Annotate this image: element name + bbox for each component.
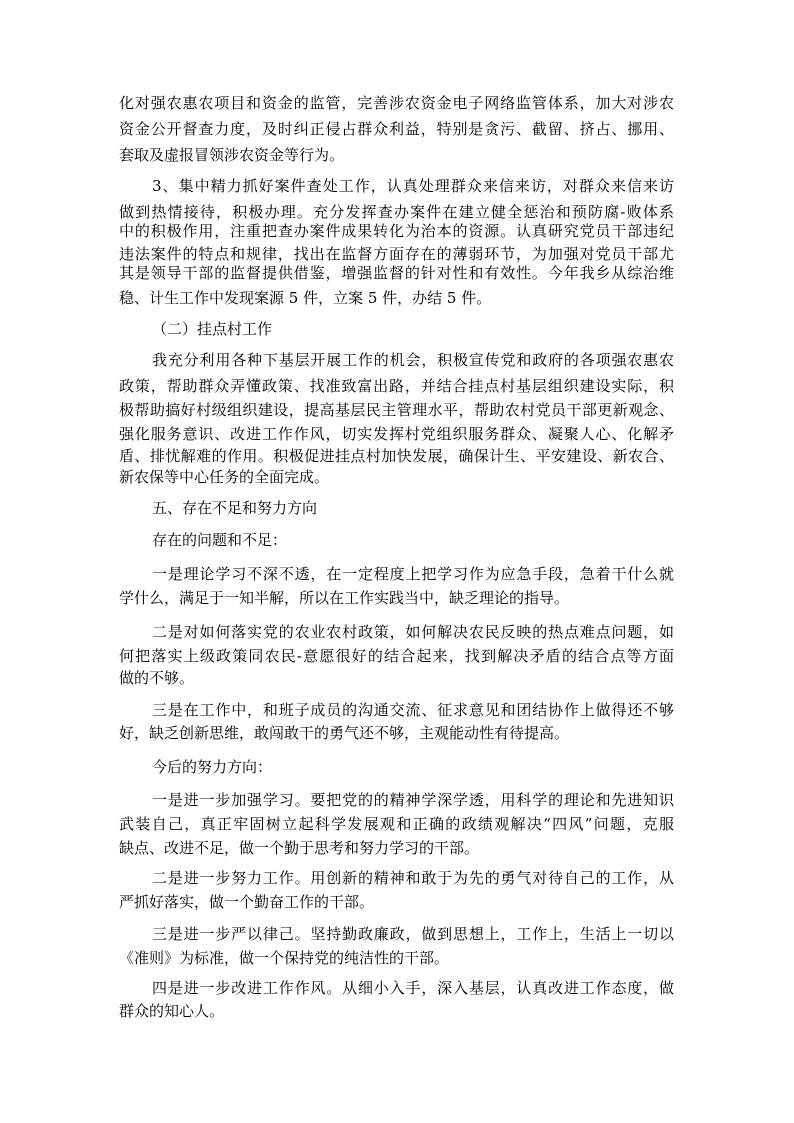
text-line: 其是领导干部的监督提供借鉴，增强监督的针对性和有效性。今年我乡从综治维 bbox=[119, 264, 674, 282]
text-line: 化对强农惠农项目和资金的监管，完善涉农资金电子网络监管体系，加大对涉农 bbox=[119, 94, 674, 112]
text-line: 群众的知心人。 bbox=[119, 1002, 225, 1020]
text-line: 何把落实上级政策同农民-意愿很好的结合起来，找到解决矛盾的结合点等方面 bbox=[119, 647, 674, 665]
heading-text: 今后的努力方向： bbox=[152, 758, 273, 776]
text-line: 二是对如何落实党的农业农村政策，如何解决农民反映的热点难点问题，如 bbox=[152, 623, 674, 641]
text-line: 中的积极作用，注重把查办案件成果转化为治本的资源。认真研究党员干部违纪 bbox=[119, 222, 674, 240]
text-line: 三是在工作中，和班子成员的沟通交流、征求意见和团结协作上做得还不够 bbox=[152, 701, 674, 719]
text-line: 学什么，满足于一知半解，所以在工作实践当中，缺乏理论的指导。 bbox=[119, 589, 570, 607]
text-line: 四是进一步改进工作作风。从细小入手，深入基层，认真改进工作态度，做 bbox=[152, 979, 674, 997]
text-line: 做的不够。 bbox=[119, 669, 195, 687]
text-line: 武装自己，真正牢固树立起科学发展观和正确的政绩观解决“四风”问题，克服 bbox=[119, 815, 674, 833]
heading-text: 五、存在不足和努力方向 bbox=[152, 499, 318, 517]
text-line: 三是进一步严以律己。坚持勤政廉政，做到思想上，工作上，生活上一切以 bbox=[152, 925, 674, 943]
heading-text: 存在的问题和不足： bbox=[152, 531, 288, 549]
text-line: 缺点、改进不足，做一个勤于思考和努力学习的干部。 bbox=[119, 839, 480, 857]
text-line: 套取及虚报冒领涉农资金等行为。 bbox=[119, 146, 345, 164]
text-line: 稳、计生工作中发现案源 5 件，立案 5 件，办结 5 件。 bbox=[119, 289, 492, 307]
text-line: 一是理论学习不深不透，在一定程度上把学习作为应急手段，急着干什么就 bbox=[152, 565, 674, 583]
text-line: 盾、排忧解难的作用。积极促进挂点村加快发展，确保计生、平安建设、新农合、 bbox=[119, 447, 674, 465]
text-line: 政策，帮助群众弄懂政策、找准致富出路，并结合挂点村基层组织建设实际，积 bbox=[119, 377, 674, 395]
text-line: 做到热情接待，积极办理。充分发挥查办案件在建立健全惩治和预防腐-败体系 bbox=[119, 203, 674, 221]
text-line: 3、集中精力抓好案件查处工作，认真处理群众来信来访，对群众来信来访 bbox=[152, 177, 674, 195]
text-line: 强化服务意识、改进工作作风，切实发挥村党组织服务群众、凝聚人心、化解矛 bbox=[119, 425, 674, 443]
text-line: 资金公开督查力度，及时纠正侵占群众利益，特别是贪污、截留、挤占、挪用、 bbox=[119, 120, 674, 138]
text-line: 我充分利用各种下基层开展工作的机会，积极宣传党和政府的各项强农惠农 bbox=[152, 351, 674, 369]
text-line: 极帮助搞好村级组织建设，提高基层民主管理水平，帮助农村党员干部更新观念、 bbox=[119, 401, 674, 419]
text-line: 好，缺乏创新思维，敢闯敢干的勇气还不够，主观能动性有待提高。 bbox=[119, 724, 570, 742]
text-line: 二是进一步努力工作。用创新的精神和敢于为先的勇气对待自己的工作，从 bbox=[152, 869, 674, 887]
text-line: 一是进一步加强学习。要把党的的精神学深学透，用科学的理论和先进知识 bbox=[152, 791, 674, 809]
heading-text: （二）挂点村工作 bbox=[152, 320, 273, 338]
text-line: 严抓好落实，做一个勤奋工作的干部。 bbox=[119, 893, 375, 911]
text-line: 违法案件的特点和规律，找出在监督方面存在的薄弱环节，为加强对党员干部尤 bbox=[119, 245, 674, 263]
text-line: 新农保等中心任务的全面完成。 bbox=[119, 468, 330, 486]
text-line: 《准则》为标准，做一个保持党的纯洁性的干部。 bbox=[119, 949, 450, 967]
